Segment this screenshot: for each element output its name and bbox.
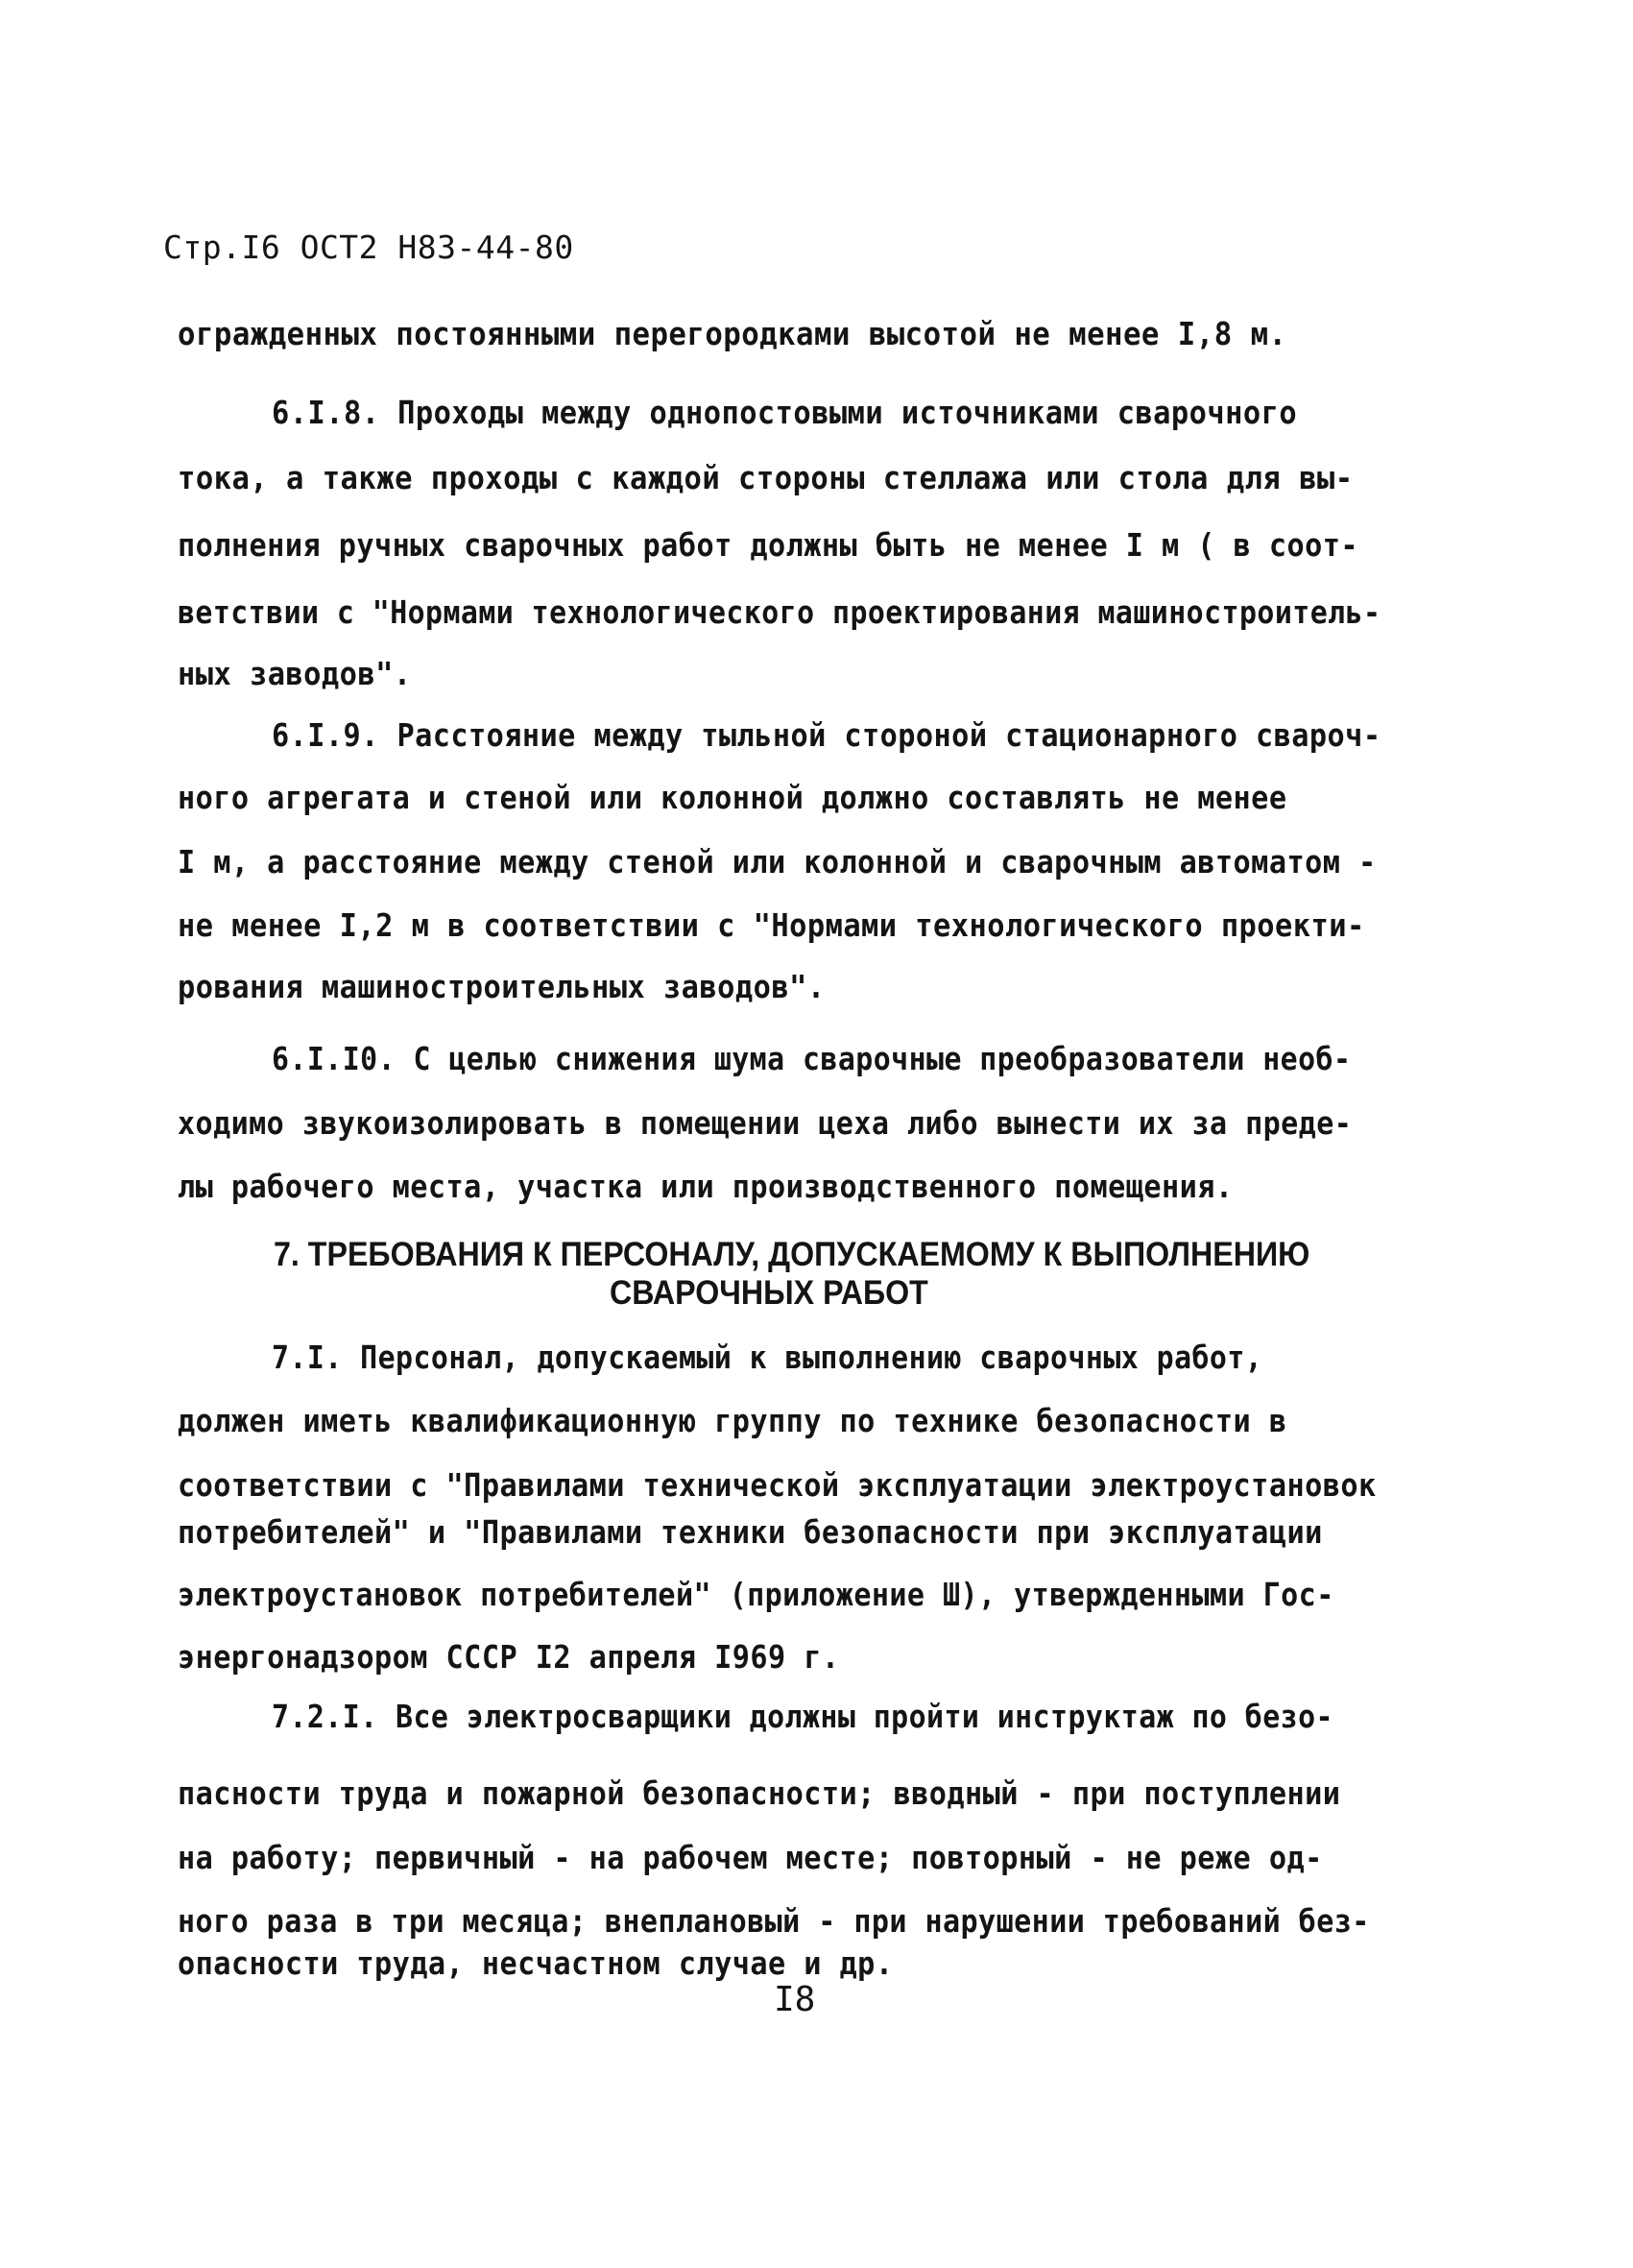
section-heading: СВАРОЧНЫХ РАБОТ	[610, 1274, 928, 1312]
text-line: пасности труда и пожарной безопасности; вводный - при поступлении	[178, 1774, 1341, 1812]
text-line: ного агрегата и стеной или колонной должно составлять не менее	[178, 779, 1287, 816]
text-line: 7.2.I. Все электросварщики должны пройти инструктаж по безо-	[272, 1698, 1333, 1735]
text-line: тока, а также проходы с каждой стороны стеллажа или стола для вы-	[178, 459, 1354, 496]
text-line: ветствии с "Нормами технологического проектирования машиностроитель-	[178, 593, 1381, 631]
text-line: 6.I.9. Расстояние между тыльной стороной стационарного свароч-	[272, 716, 1381, 754]
text-line: 6.I.8. Проходы между однопостовыми источниками сварочного	[272, 394, 1298, 431]
text-line: электроустановок потребителей" (приложение Ш), утвержденными Гос-	[178, 1576, 1334, 1613]
text-line: полнения ручных сварочных работ должны быть не менее I м ( в соот-	[178, 526, 1359, 564]
page-header: Стр.I6 ОСТ2 Н83-44-80	[163, 229, 574, 266]
text-line: соответствии с "Правилами технической эксплуатации электроустановок	[178, 1466, 1377, 1504]
text-line: 7.I. Персонал, допускаемый к выполнению сварочных работ,	[272, 1339, 1263, 1376]
text-line: энергонадзором СССР I2 апреля I969 г.	[178, 1638, 840, 1676]
text-line: не менее I,2 м в соответствии с "Нормами технологического проекти-	[178, 906, 1365, 944]
text-line: ных заводов".	[178, 655, 412, 692]
text-line: лы рабочего места, участка или производственного помещения.	[178, 1168, 1234, 1205]
text-line: потребителей" и "Правилами техники безопасности при эксплуатации	[178, 1513, 1323, 1551]
text-line: ного раза в три месяца; внеплановый - при нарушении требований без-	[178, 1902, 1370, 1940]
text-line: на работу; первичный - на рабочем месте; повторный - не реже од-	[178, 1839, 1323, 1876]
text-line: рования машиностроительных заводов".	[178, 968, 826, 1005]
text-line: 6.I.I0. С целью снижения шума сварочные преобразователи необ-	[272, 1040, 1352, 1077]
text-line: ходимо звукоизолировать в помещении цеха либо вынести их за преде-	[178, 1104, 1353, 1142]
text-line: I м, а расстояние между стеной или колонной и сварочным автоматом -	[178, 843, 1377, 881]
text-line: огражденных постоянными перегородками высотой не менее I,8 м.	[178, 315, 1287, 352]
text-line: опасности труда, несчастном случае и др.	[178, 1944, 894, 1982]
text-line: должен иметь квалификационную группу по технике безопасности в	[178, 1402, 1287, 1439]
page-number: I8	[774, 1980, 816, 2019]
section-heading: 7. ТРЕБОВАНИЯ К ПЕРСОНАЛУ, ДОПУСКАЕМОМУ К ВЫПОЛНЕНИЮ	[274, 1236, 1310, 1273]
